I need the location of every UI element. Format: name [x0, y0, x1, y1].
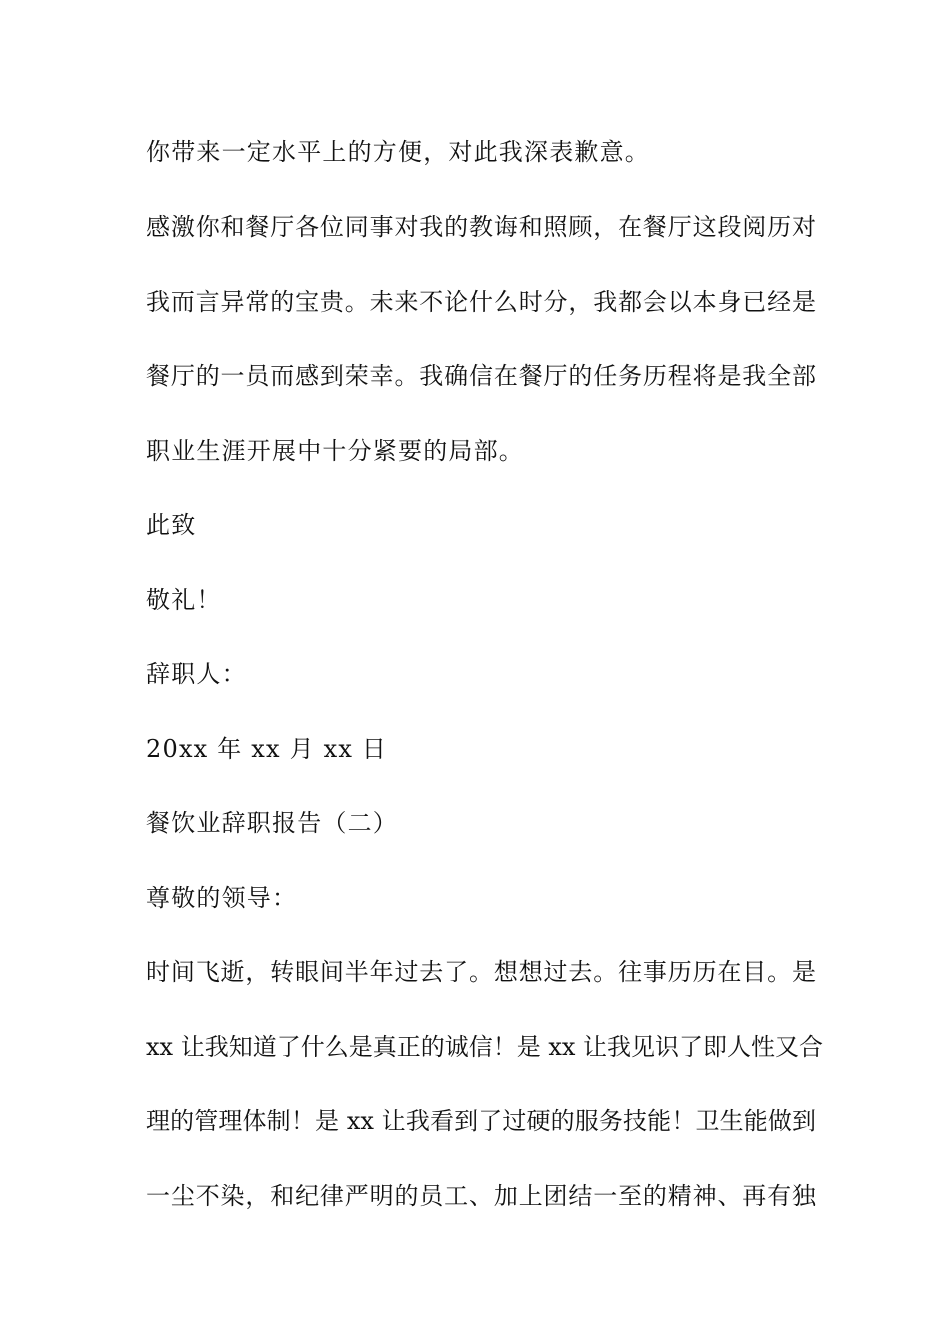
body-text-line: 职业生涯开展中十分紧要的局部。	[146, 437, 524, 465]
body-text-line: 一尘不染，和纪律严明的员工、加上团结一至的精神、再有独	[146, 1182, 816, 1210]
closing-salutation: 此致	[146, 511, 197, 539]
closing-regards: 敬礼！	[146, 586, 222, 614]
body-text-line: 时间飞逝，转眼间半年过去了。想想过去。往事历历在目。是	[146, 958, 816, 986]
body-text-line: xx 让我知道了什么是真正的诚信！是 xx 让我见识了即人性又合	[146, 1033, 824, 1061]
signature-label: 辞职人：	[146, 660, 247, 688]
date-line: 20xx 年 xx 月 xx 日	[146, 735, 388, 763]
body-text-line: 餐厅的一员而感到荣幸。我确信在餐厅的任务历程将是我全部	[146, 362, 816, 390]
section-title: 餐饮业辞职报告（二）	[146, 809, 398, 837]
body-text-line: 理的管理体制！是 xx 让我看到了过硬的服务技能！卫生能做到	[146, 1107, 816, 1135]
greeting-line: 尊敬的领导：	[146, 884, 298, 912]
body-text-line: 感激你和餐厅各位同事对我的教诲和照顾，在餐厅这段阅历对	[146, 213, 816, 241]
body-text-line: 我而言异常的宝贵。未来不论什么时分，我都会以本身已经是	[146, 288, 816, 316]
body-text-line: 你带来一定水平上的方便，对此我深表歉意。	[146, 138, 650, 166]
